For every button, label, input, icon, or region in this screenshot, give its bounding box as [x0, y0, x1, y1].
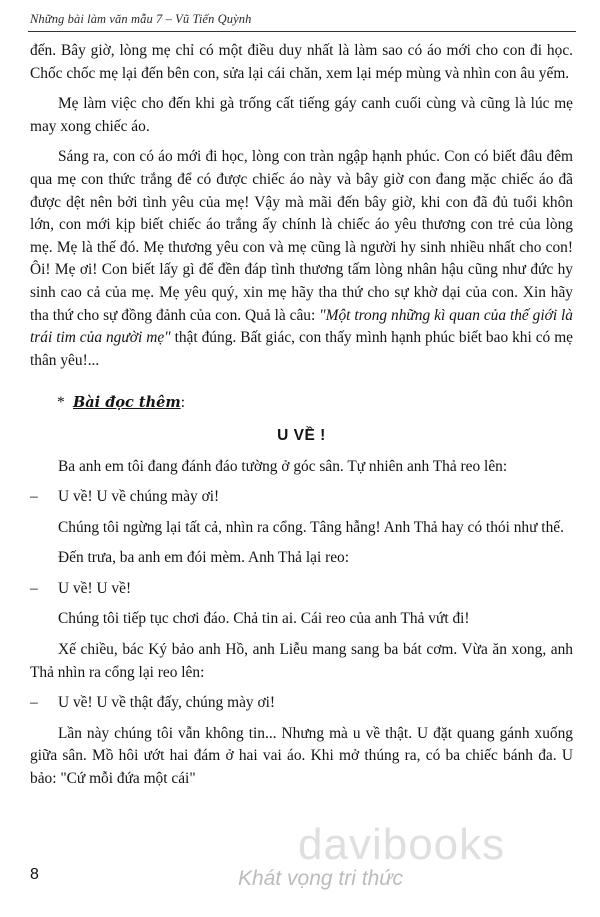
publisher-watermark: [238, 820, 598, 891]
page-number: 8: [30, 866, 39, 883]
story-title: U VỀ !: [277, 426, 326, 444]
dialogue-dash: –: [30, 579, 38, 597]
reading-heading: [30, 392, 573, 415]
story-paragraph-3: Đến trưa, ba anh em đói mèm. Anh Thả lại reo:: [58, 549, 349, 567]
watermark-tagline: Khát vọng tri thức: [238, 867, 404, 890]
reading-label: Bài đọc thêm: [73, 394, 181, 412]
watermark-brand: davibooks: [298, 820, 506, 869]
paragraph-3: [30, 146, 573, 372]
dialogue-dash: –: [30, 694, 38, 712]
paragraph-2: Mẹ làm việc cho đến khi gà trống cất tiếng gáy canh cuối cùng và cũng là lúc mẹ may xong chiếc áo.: [30, 95, 573, 135]
dialogue-line-1: [30, 486, 573, 509]
dialogue-line-2: [30, 578, 573, 601]
dialogue-text-1: U về! U về chúng mày ơi!: [58, 488, 220, 506]
paragraph-3-end: thật đúng. Bất giác, con thấy mình hạnh phúc biết bao khi có mẹ thân yêu!...: [30, 329, 573, 369]
story-paragraph-5: Xế chiều, bác Ký bảo anh Hồ, anh Liễu mang sang ba bát cơm. Vừa ăn xong, anh Thả nhìn ra cổng lại reo lên:: [30, 641, 573, 681]
running-header: Những bài làm văn mẫu 7 – Vũ Tiến Quỳnh: [30, 12, 252, 26]
body-text: [30, 40, 573, 791]
reading-colon: :: [180, 394, 185, 412]
dialogue-text-3: U về! U về thật đấy, chúng mày ơi!: [58, 694, 275, 712]
paragraph-1: đến. Bây giờ, lòng mẹ chỉ có một điều duy nhất là làm sao có áo mới cho con đi học. Chốc chốc mẹ lại đến bên con, sửa lại cái chăn, xem lại mép mùng và nhìn con âu yếm.: [30, 42, 573, 82]
mother-heart-quote: "Một trong những kì quan của thế giới là trái tim của người mẹ": [30, 306, 573, 347]
story-paragraph-2: Chúng tôi ngừng lại tất cả, nhìn ra cổng. Tâng hẫng! Anh Thả hay có thói như thế.: [58, 518, 564, 536]
dialogue-text-2: U về! U về!: [58, 579, 132, 597]
paragraph-3-start: Sáng ra, con có áo mới đi học, lòng con tràn ngập hạnh phúc. Con có biết đâu đêm qua mẹ con thức trắng để có được chiếc áo này và bây giờ con đang mặc chiếc áo đã được dệt nên bởi tình yêu của mẹ! Vậy mà mãi đến bây giờ, khi con đã đủ tuổi khôn lớn, con mới kịp biết chiếc áo trắng ấy chính là chiếc áo yêu thương con trẻ của lòng mẹ. Mẹ là thế đó. Mẹ thương yêu con và mẹ cũng là người hy sinh nhiều nhất cho con! Ôi! Mẹ ơi! Con biết lấy gì để đền đáp tình thương tấm lòng nhân hậu cũng như đức hy sinh cao cả của mẹ. Mẹ yêu quý, xin mẹ hãy tha thứ cho sự khờ dại của con. Xin hãy tha thứ cho sự đồng đảnh của con. Quả là câu:: [30, 148, 573, 324]
header-rule: [28, 31, 576, 32]
dialogue-line-3: [30, 692, 573, 715]
dialogue-dash: –: [30, 488, 38, 506]
story-paragraph-4: Chúng tôi tiếp tục chơi đáo. Chả tin ai. Cái reo của anh Thả vứt đi!: [58, 610, 470, 628]
story-paragraph-6: Lần này chúng tôi vẫn không tin... Nhưng mà u về thật. U đặt quang gánh xuống giữa sân. Mồ hôi ướt hai đám ở hai vai áo. Khi mở thúng ra, có ba chiếc bánh đa. U bảo: "Cứ mỗi đứa một cái": [30, 724, 573, 788]
story-paragraph-1: Ba anh em tôi đang đánh đáo tường ở góc sân. Tự nhiên anh Thả reo lên:: [58, 457, 508, 475]
asterisk-bullet: *: [57, 394, 65, 412]
